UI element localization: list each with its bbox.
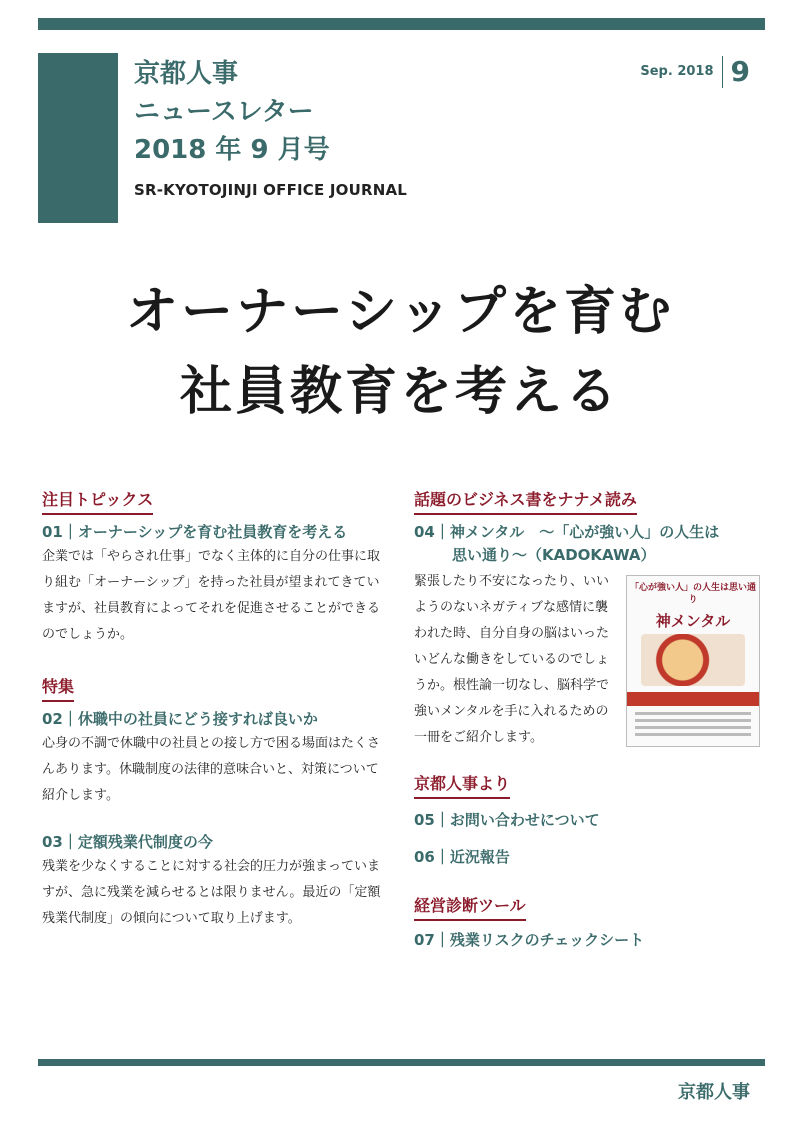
footer-company: 京都人事 <box>678 1082 750 1103</box>
masthead-block <box>38 53 118 223</box>
article-03-title[interactable]: 03｜定額残業代制度の今 <box>42 833 213 851</box>
section-office: 京都人事より <box>414 771 510 799</box>
issue-date: Sep. 2018 <box>640 56 722 88</box>
masthead-journal: SR-KYOTOJINJI OFFICE JOURNAL <box>134 181 408 199</box>
tools-block <box>414 893 764 950</box>
section-feature: 特集 <box>42 674 74 702</box>
article-02-title[interactable]: 02｜休職中の社員にどう接すれば良いか <box>42 710 318 728</box>
page-title <box>0 272 800 432</box>
right-column <box>414 487 764 970</box>
article-03-body: 残業を少なくすることに対する社会的圧力が強まっていますが、急に残業を減らせるとは限りません。最近の「定額残業代制度」の傾向について取り上げます。 <box>42 859 381 926</box>
issue-number: 9 <box>730 55 750 88</box>
book-block <box>414 487 764 751</box>
masthead-company: 京都人事 <box>134 59 239 89</box>
masthead-issue: 2018 年 9 月号 <box>134 135 330 165</box>
issue-badge <box>640 56 750 88</box>
article-05-title[interactable]: 05｜お問い合わせについて <box>414 811 600 829</box>
book-cover-title: 神メンタル <box>655 612 731 630</box>
book-row <box>414 569 764 751</box>
article-01-title[interactable]: 01｜オーナーシップを育む社員教育を考える <box>42 523 348 541</box>
office-block <box>414 771 764 867</box>
article-07-title[interactable]: 07｜残業リスクのチェックシート <box>414 931 645 949</box>
article-02-body: 心身の不調で休職中の社員との接し方で困る場面はたくさんあります。休職制度の法律的意味合いと、対策について紹介します。 <box>42 736 381 803</box>
headline-line-2: 社員教育を考える <box>179 362 620 422</box>
article-04-title-cont[interactable]: 思い通り～（KADOKAWA） <box>452 546 656 564</box>
article-06-title[interactable]: 06｜近況報告 <box>414 848 510 866</box>
top-rule <box>38 18 765 30</box>
article-04-title[interactable]: 04｜神メンタル ～「心が強い人」の人生は <box>414 523 720 541</box>
book-cover-band <box>627 692 759 706</box>
article-01-body: 企業では「やらされ仕事」でなく主体的に自分の仕事に取り組む「オーナーシップ」を持った社員が望まれてきていますが、社員教育によってそれを促進させることができるのでしょうか。 <box>42 549 381 642</box>
masthead <box>134 55 407 199</box>
masthead-newsletter: ニュースレター <box>134 97 314 127</box>
headline-line-1: オーナーシップを育む <box>126 282 674 342</box>
section-tools: 経営診断ツール <box>414 893 526 921</box>
book-cover-photo <box>641 634 745 686</box>
book-cover-image <box>626 575 760 747</box>
book-cover-subtitle: 「心が強い人」の人生は思い通り <box>629 583 756 605</box>
overtime-block <box>42 831 390 932</box>
section-topics: 注目トピックス <box>42 487 153 515</box>
feature-block <box>42 674 390 809</box>
left-column <box>42 487 390 952</box>
topics-block <box>42 487 390 648</box>
book-cover-text-lines <box>635 712 751 740</box>
section-book: 話題のビジネス書をナナメ読み <box>414 487 637 515</box>
bottom-rule <box>38 1059 765 1066</box>
article-04-body: 緊張したり不安になったり、いいようのないネガティブな感情に襲われた時、自分自身の脳はいったいどんな働きをしているのでしょうか。根性論一切なし、脳科学で強いメンタルを手に入れるための一冊をご紹介します。 <box>414 574 610 745</box>
